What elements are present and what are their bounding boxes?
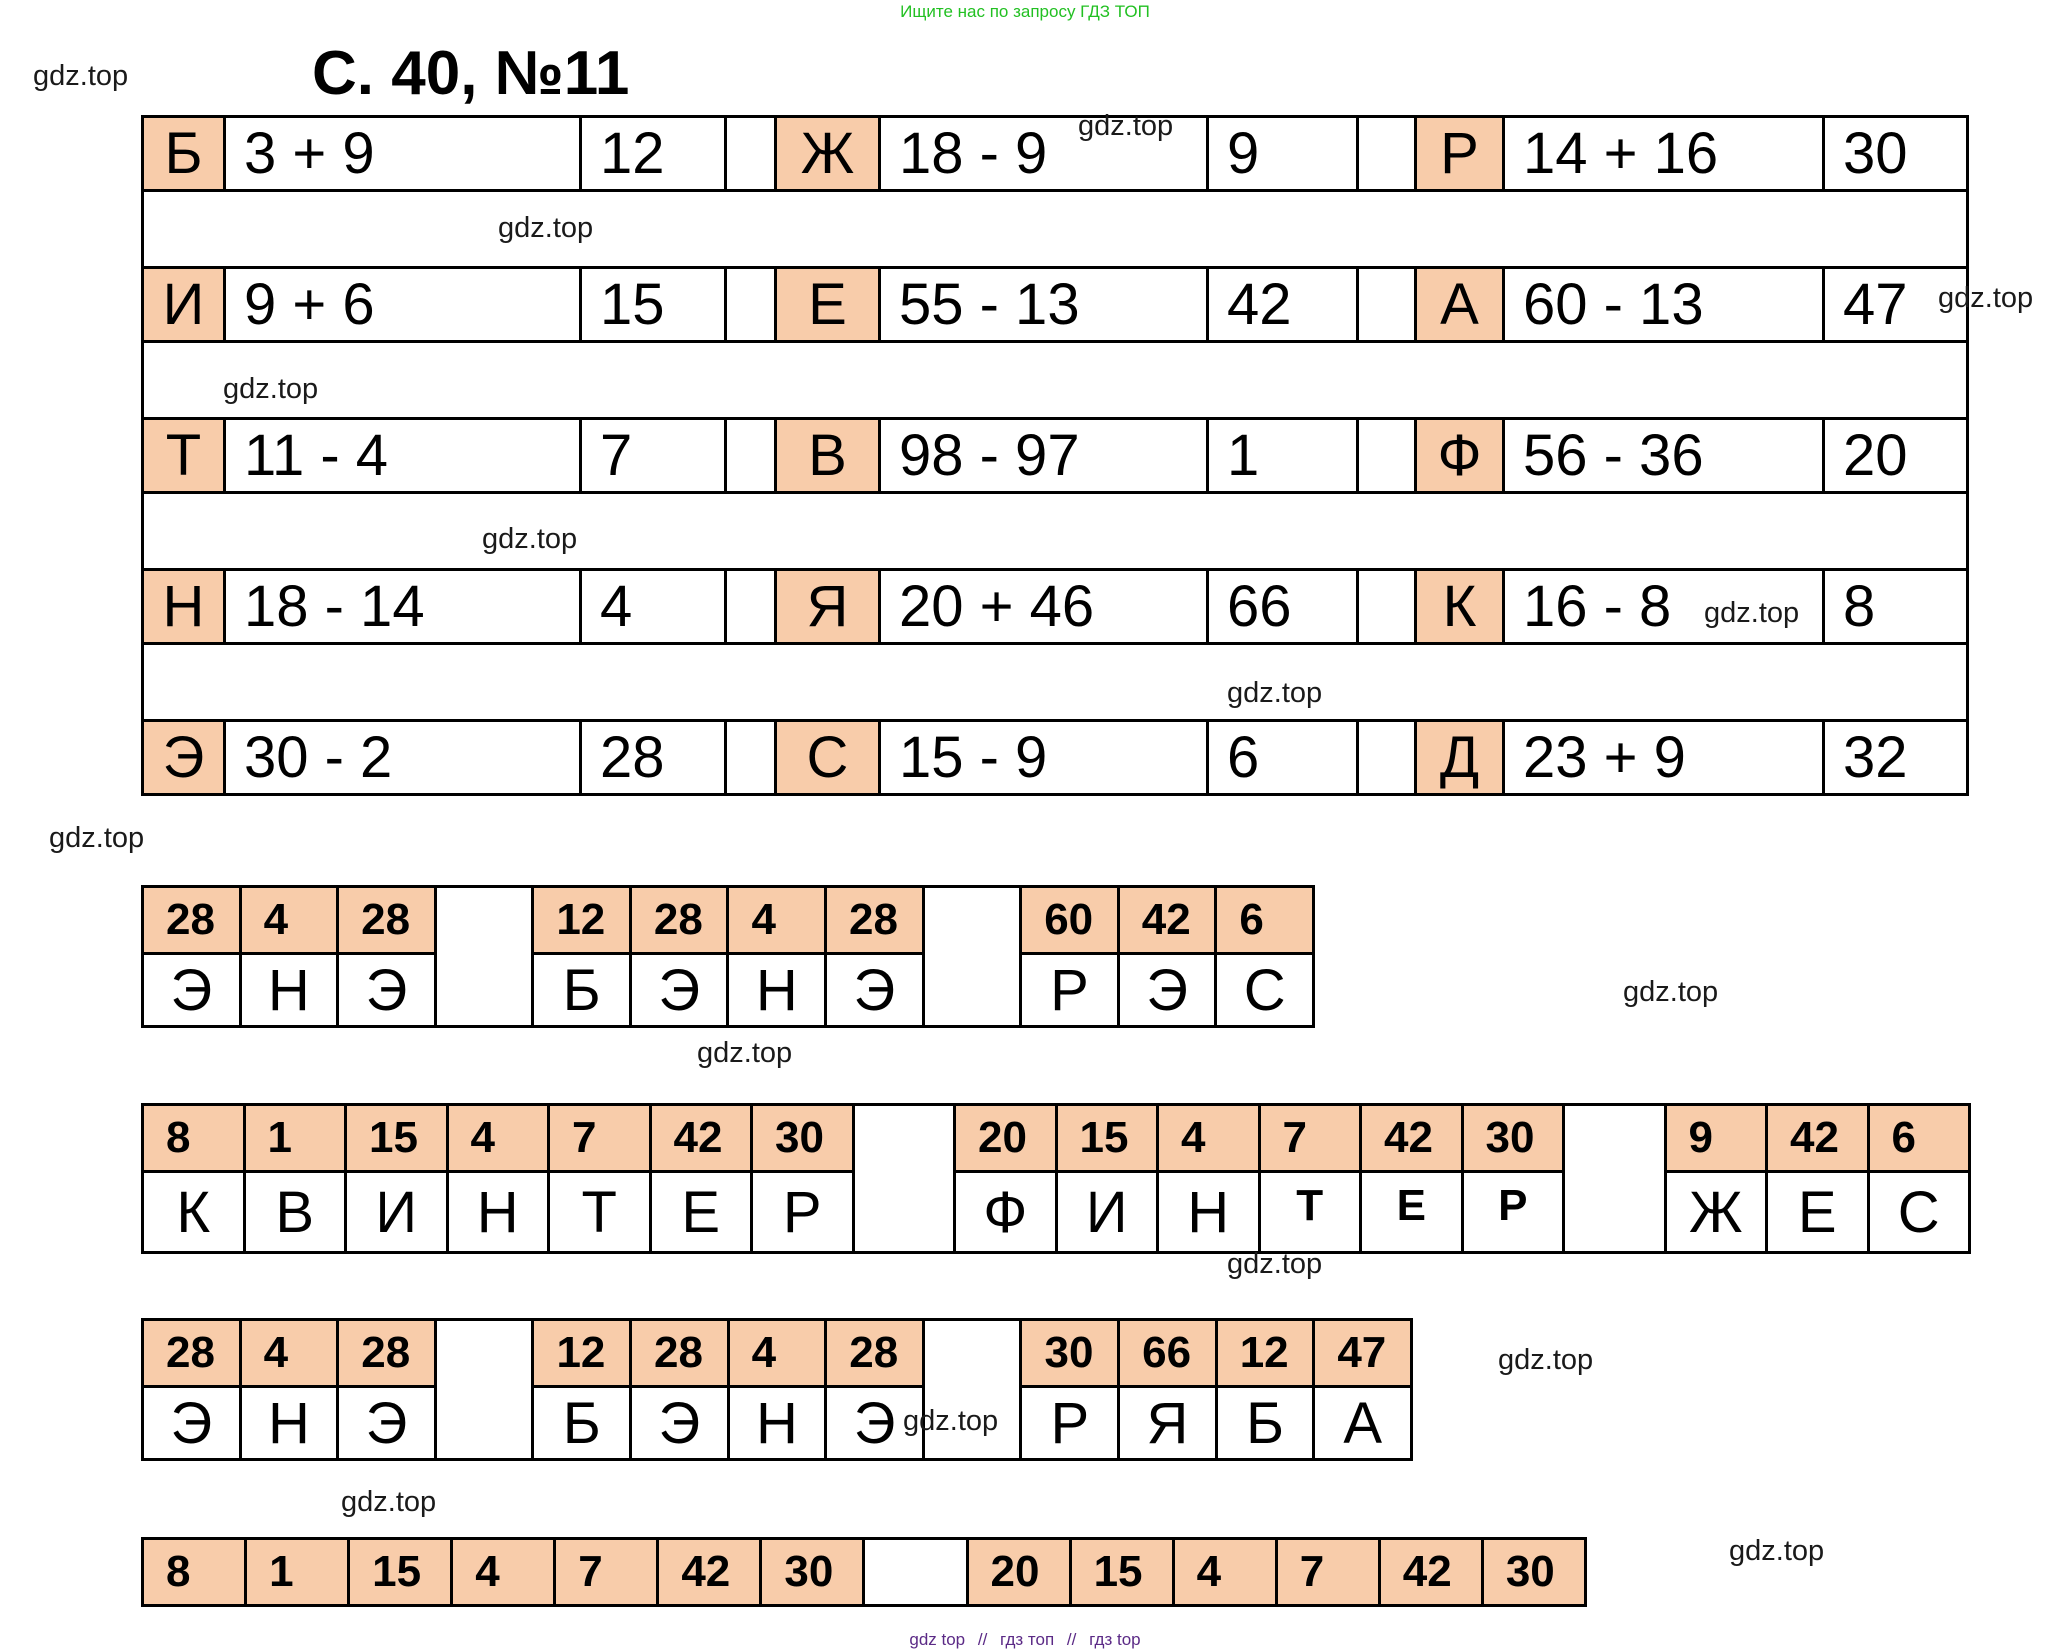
decoded-letter-cell: Э	[1118, 954, 1216, 1027]
decoded-letter-cell: Н	[728, 1387, 826, 1460]
letter-row	[143, 1387, 1412, 1460]
number-cell: 9	[1665, 1105, 1767, 1172]
number-cell: 28	[143, 887, 241, 954]
footer-links	[0, 1630, 2050, 1650]
answer-table-2	[141, 1103, 1971, 1254]
gap-cell	[726, 721, 776, 795]
exercise-row	[143, 117, 1968, 191]
number-cell: 66	[1119, 1320, 1217, 1387]
decoded-letter-cell: Э	[143, 1387, 241, 1460]
expression-cell: 18 - 9	[880, 117, 1208, 191]
watermark: gdz.top	[482, 523, 578, 555]
number-cell: 4	[1173, 1539, 1276, 1606]
decoded-letter-cell: Р	[752, 1172, 854, 1253]
gap-cell	[1358, 570, 1416, 644]
gap-cell	[726, 570, 776, 644]
decoded-letter-cell: Э	[826, 954, 924, 1027]
letter-cell: Ф	[1416, 419, 1504, 493]
answer-table-1	[141, 885, 1315, 1028]
spacer-row	[143, 493, 1968, 570]
number-cell: 28	[338, 887, 436, 954]
answer-cell: 9	[1208, 117, 1358, 191]
number-cell: 4	[728, 1320, 826, 1387]
decoded-letter-cell: Ж	[1665, 1172, 1767, 1253]
gap-cell	[923, 887, 1021, 1027]
letter-row	[143, 954, 1314, 1027]
gap-cell	[726, 117, 776, 191]
decoded-letter-cell: Н	[240, 954, 338, 1027]
number-cell: 4	[1158, 1105, 1260, 1172]
number-cell: 20	[967, 1539, 1070, 1606]
number-cell: 4	[452, 1539, 555, 1606]
answer-cell: 20	[1824, 419, 1968, 493]
number-cell: 7	[549, 1105, 651, 1172]
answer-cell: 15	[581, 268, 726, 342]
gap-cell	[726, 268, 776, 342]
footer-separator: //	[1066, 1630, 1077, 1649]
decoded-letter-cell: И	[346, 1172, 448, 1253]
spacer-row	[143, 342, 1968, 419]
number-cell: 4	[240, 887, 338, 954]
page-title: С. 40, №11	[312, 39, 630, 108]
gap-cell	[1358, 419, 1416, 493]
answer-cell: 6	[1208, 721, 1358, 795]
gap-cell	[1358, 721, 1416, 795]
decoded-letter-cell: Р	[1021, 954, 1119, 1027]
expression-cell: 11 - 4	[225, 419, 581, 493]
decoded-letter-cell: Н	[1158, 1172, 1260, 1253]
number-cell: 4	[728, 887, 826, 954]
watermark: gdz.top	[1227, 1248, 1323, 1280]
expression-cell: 98 - 97	[880, 419, 1208, 493]
number-cell: 30	[1482, 1539, 1585, 1606]
letter-cell: Э	[143, 721, 225, 795]
number-cell: 15	[1056, 1105, 1158, 1172]
gap-cell	[923, 1320, 1021, 1460]
number-cell: 1	[246, 1539, 349, 1606]
number-cell: 30	[1462, 1105, 1564, 1172]
letter-cell: К	[1416, 570, 1504, 644]
footer-separator: //	[977, 1630, 988, 1649]
decoded-letter-cell: Б	[1216, 1387, 1314, 1460]
answer-cell: 28	[581, 721, 726, 795]
number-cell: 20	[955, 1105, 1057, 1172]
answer-table-4	[141, 1537, 1587, 1607]
number-cell: 28	[826, 1320, 924, 1387]
number-row	[143, 1105, 1970, 1172]
number-cell: 1	[244, 1105, 346, 1172]
gap-cell	[435, 1320, 533, 1460]
decoded-letter-cell: Р	[1021, 1387, 1119, 1460]
gap-cell	[864, 1539, 967, 1606]
decoded-letter-cell: С	[1868, 1172, 1970, 1253]
number-cell: 47	[1314, 1320, 1412, 1387]
expression-cell: 18 - 14	[225, 570, 581, 644]
watermark: gdz.top	[223, 373, 319, 405]
number-cell: 30	[752, 1105, 854, 1172]
decoded-letter-cell: Б	[533, 954, 631, 1027]
exercise-row	[143, 570, 1968, 644]
answer-cell: 12	[581, 117, 726, 191]
footer-link[interactable]: гдз top	[1089, 1630, 1141, 1649]
answer-cell: 32	[1824, 721, 1968, 795]
top-note: Ищите нас по запросу ГДЗ ТОП	[900, 2, 1150, 21]
decoded-letter-cell: Э	[143, 954, 241, 1027]
number-cell: 42	[650, 1105, 752, 1172]
answer-cell: 42	[1208, 268, 1358, 342]
watermark: gdz.top	[1729, 1535, 1825, 1567]
number-cell: 30	[761, 1539, 864, 1606]
letter-cell: Б	[143, 117, 225, 191]
decoded-letter-cell: Р	[1462, 1172, 1564, 1253]
expression-cell: 56 - 36	[1504, 419, 1824, 493]
decoded-letter-cell: Э	[338, 954, 436, 1027]
exercise-row	[143, 419, 1968, 493]
expression-cell: 15 - 9	[880, 721, 1208, 795]
answer-cell: 30	[1824, 117, 1968, 191]
decoded-letter-cell: Т	[549, 1172, 651, 1253]
letter-cell: Е	[776, 268, 880, 342]
watermark: gdz.top	[1938, 282, 2034, 314]
number-cell: 28	[631, 1320, 729, 1387]
footer-link[interactable]: gdz top	[909, 1630, 966, 1649]
number-cell: 42	[1767, 1105, 1869, 1172]
watermark: gdz.top	[49, 822, 145, 854]
watermark: gdz.top	[33, 60, 129, 92]
decoded-letter-cell: С	[1216, 954, 1314, 1027]
gap-cell	[1358, 117, 1416, 191]
number-cell: 28	[630, 887, 728, 954]
letter-cell: Н	[143, 570, 225, 644]
decoded-letter-cell: И	[1056, 1172, 1158, 1253]
gap-cell	[1564, 1105, 1666, 1253]
number-cell: 7	[555, 1539, 658, 1606]
number-cell: 28	[143, 1320, 241, 1387]
answer-cell: 4	[581, 570, 726, 644]
number-cell: 42	[658, 1539, 761, 1606]
exercise-row	[143, 268, 1968, 342]
answer-cell: 47	[1824, 268, 1968, 342]
number-cell: 12	[533, 887, 631, 954]
number-cell: 15	[346, 1105, 448, 1172]
decoded-letter-cell: Е	[650, 1172, 752, 1253]
decoded-letter-cell: Я	[1119, 1387, 1217, 1460]
number-cell: 6	[1868, 1105, 1970, 1172]
number-cell: 12	[1216, 1320, 1314, 1387]
letter-cell: Т	[143, 419, 225, 493]
number-cell: 15	[349, 1539, 452, 1606]
decoded-letter-cell: В	[244, 1172, 346, 1253]
decoded-letter-cell: Н	[728, 954, 826, 1027]
decoded-letter-cell: Т	[1259, 1172, 1361, 1253]
decoded-letter-cell: Ф	[955, 1172, 1057, 1253]
exercise-table	[141, 115, 1969, 796]
expression-cell: 20 + 46	[880, 570, 1208, 644]
number-row	[143, 1539, 1586, 1606]
watermark: gdz.top	[1227, 677, 1323, 709]
number-cell: 12	[533, 1320, 631, 1387]
number-cell: 4	[447, 1105, 549, 1172]
letter-cell: Ж	[776, 117, 880, 191]
expression-cell: 23 + 9	[1504, 721, 1824, 795]
watermark: gdz.top	[697, 1037, 793, 1069]
expression-cell: 9 + 6	[225, 268, 581, 342]
decoded-letter-cell: Н	[447, 1172, 549, 1253]
watermark: gdz.top	[903, 1405, 999, 1437]
number-cell: 30	[1021, 1320, 1119, 1387]
watermark: gdz.top	[1623, 976, 1719, 1008]
number-cell: 15	[1070, 1539, 1173, 1606]
decoded-letter-cell: Э	[338, 1387, 436, 1460]
expression-cell: 16 - 8	[1504, 570, 1824, 644]
expression-cell: 55 - 13	[880, 268, 1208, 342]
expression-cell: 3 + 9	[225, 117, 581, 191]
watermark: gdz.top	[1078, 110, 1174, 142]
watermark: gdz.top	[1704, 597, 1800, 629]
watermark: gdz.top	[1498, 1344, 1594, 1376]
footer-link[interactable]: гдз топ	[1000, 1630, 1055, 1649]
letter-cell: Р	[1416, 117, 1504, 191]
exercise-row	[143, 721, 1968, 795]
decoded-letter-cell: Е	[1361, 1172, 1463, 1253]
number-cell: 60	[1021, 887, 1119, 954]
decoded-letter-cell: Э	[630, 954, 728, 1027]
spacer-row	[143, 644, 1968, 721]
answer-cell: 8	[1824, 570, 1968, 644]
expression-cell: 60 - 13	[1504, 268, 1824, 342]
gap-cell	[1358, 268, 1416, 342]
decoded-letter-cell: А	[1314, 1387, 1412, 1460]
letter-cell: И	[143, 268, 225, 342]
decoded-letter-cell: Н	[240, 1387, 338, 1460]
number-cell: 8	[143, 1539, 246, 1606]
gap-cell	[726, 419, 776, 493]
number-cell: 4	[240, 1320, 338, 1387]
spacer-row	[143, 191, 1968, 268]
expression-cell: 30 - 2	[225, 721, 581, 795]
watermark: gdz.top	[341, 1486, 437, 1518]
number-row	[143, 887, 1314, 954]
number-cell: 28	[338, 1320, 436, 1387]
letter-cell: Д	[1416, 721, 1504, 795]
answer-cell: 1	[1208, 419, 1358, 493]
answer-cell: 7	[581, 419, 726, 493]
letter-cell: А	[1416, 268, 1504, 342]
gap-cell	[853, 1105, 955, 1253]
decoded-letter-cell: Э	[631, 1387, 729, 1460]
number-cell: 28	[826, 887, 924, 954]
decoded-letter-cell: Б	[533, 1387, 631, 1460]
expression-cell: 14 + 16	[1504, 117, 1824, 191]
number-cell: 7	[1276, 1539, 1379, 1606]
number-row	[143, 1320, 1412, 1387]
answer-cell: 66	[1208, 570, 1358, 644]
letter-cell: В	[776, 419, 880, 493]
number-cell: 42	[1361, 1105, 1463, 1172]
decoded-letter-cell: Е	[1767, 1172, 1869, 1253]
number-cell: 42	[1379, 1539, 1482, 1606]
letter-cell: С	[776, 721, 880, 795]
gap-cell	[435, 887, 533, 1027]
number-cell: 7	[1259, 1105, 1361, 1172]
decoded-letter-cell: Э	[826, 1387, 924, 1460]
watermark: gdz.top	[498, 212, 594, 244]
number-cell: 6	[1216, 887, 1314, 954]
decoded-letter-cell: К	[143, 1172, 245, 1253]
number-cell: 42	[1118, 887, 1216, 954]
letter-cell: Я	[776, 570, 880, 644]
answer-table-3	[141, 1318, 1413, 1461]
number-cell: 8	[143, 1105, 245, 1172]
letter-row	[143, 1172, 1970, 1253]
